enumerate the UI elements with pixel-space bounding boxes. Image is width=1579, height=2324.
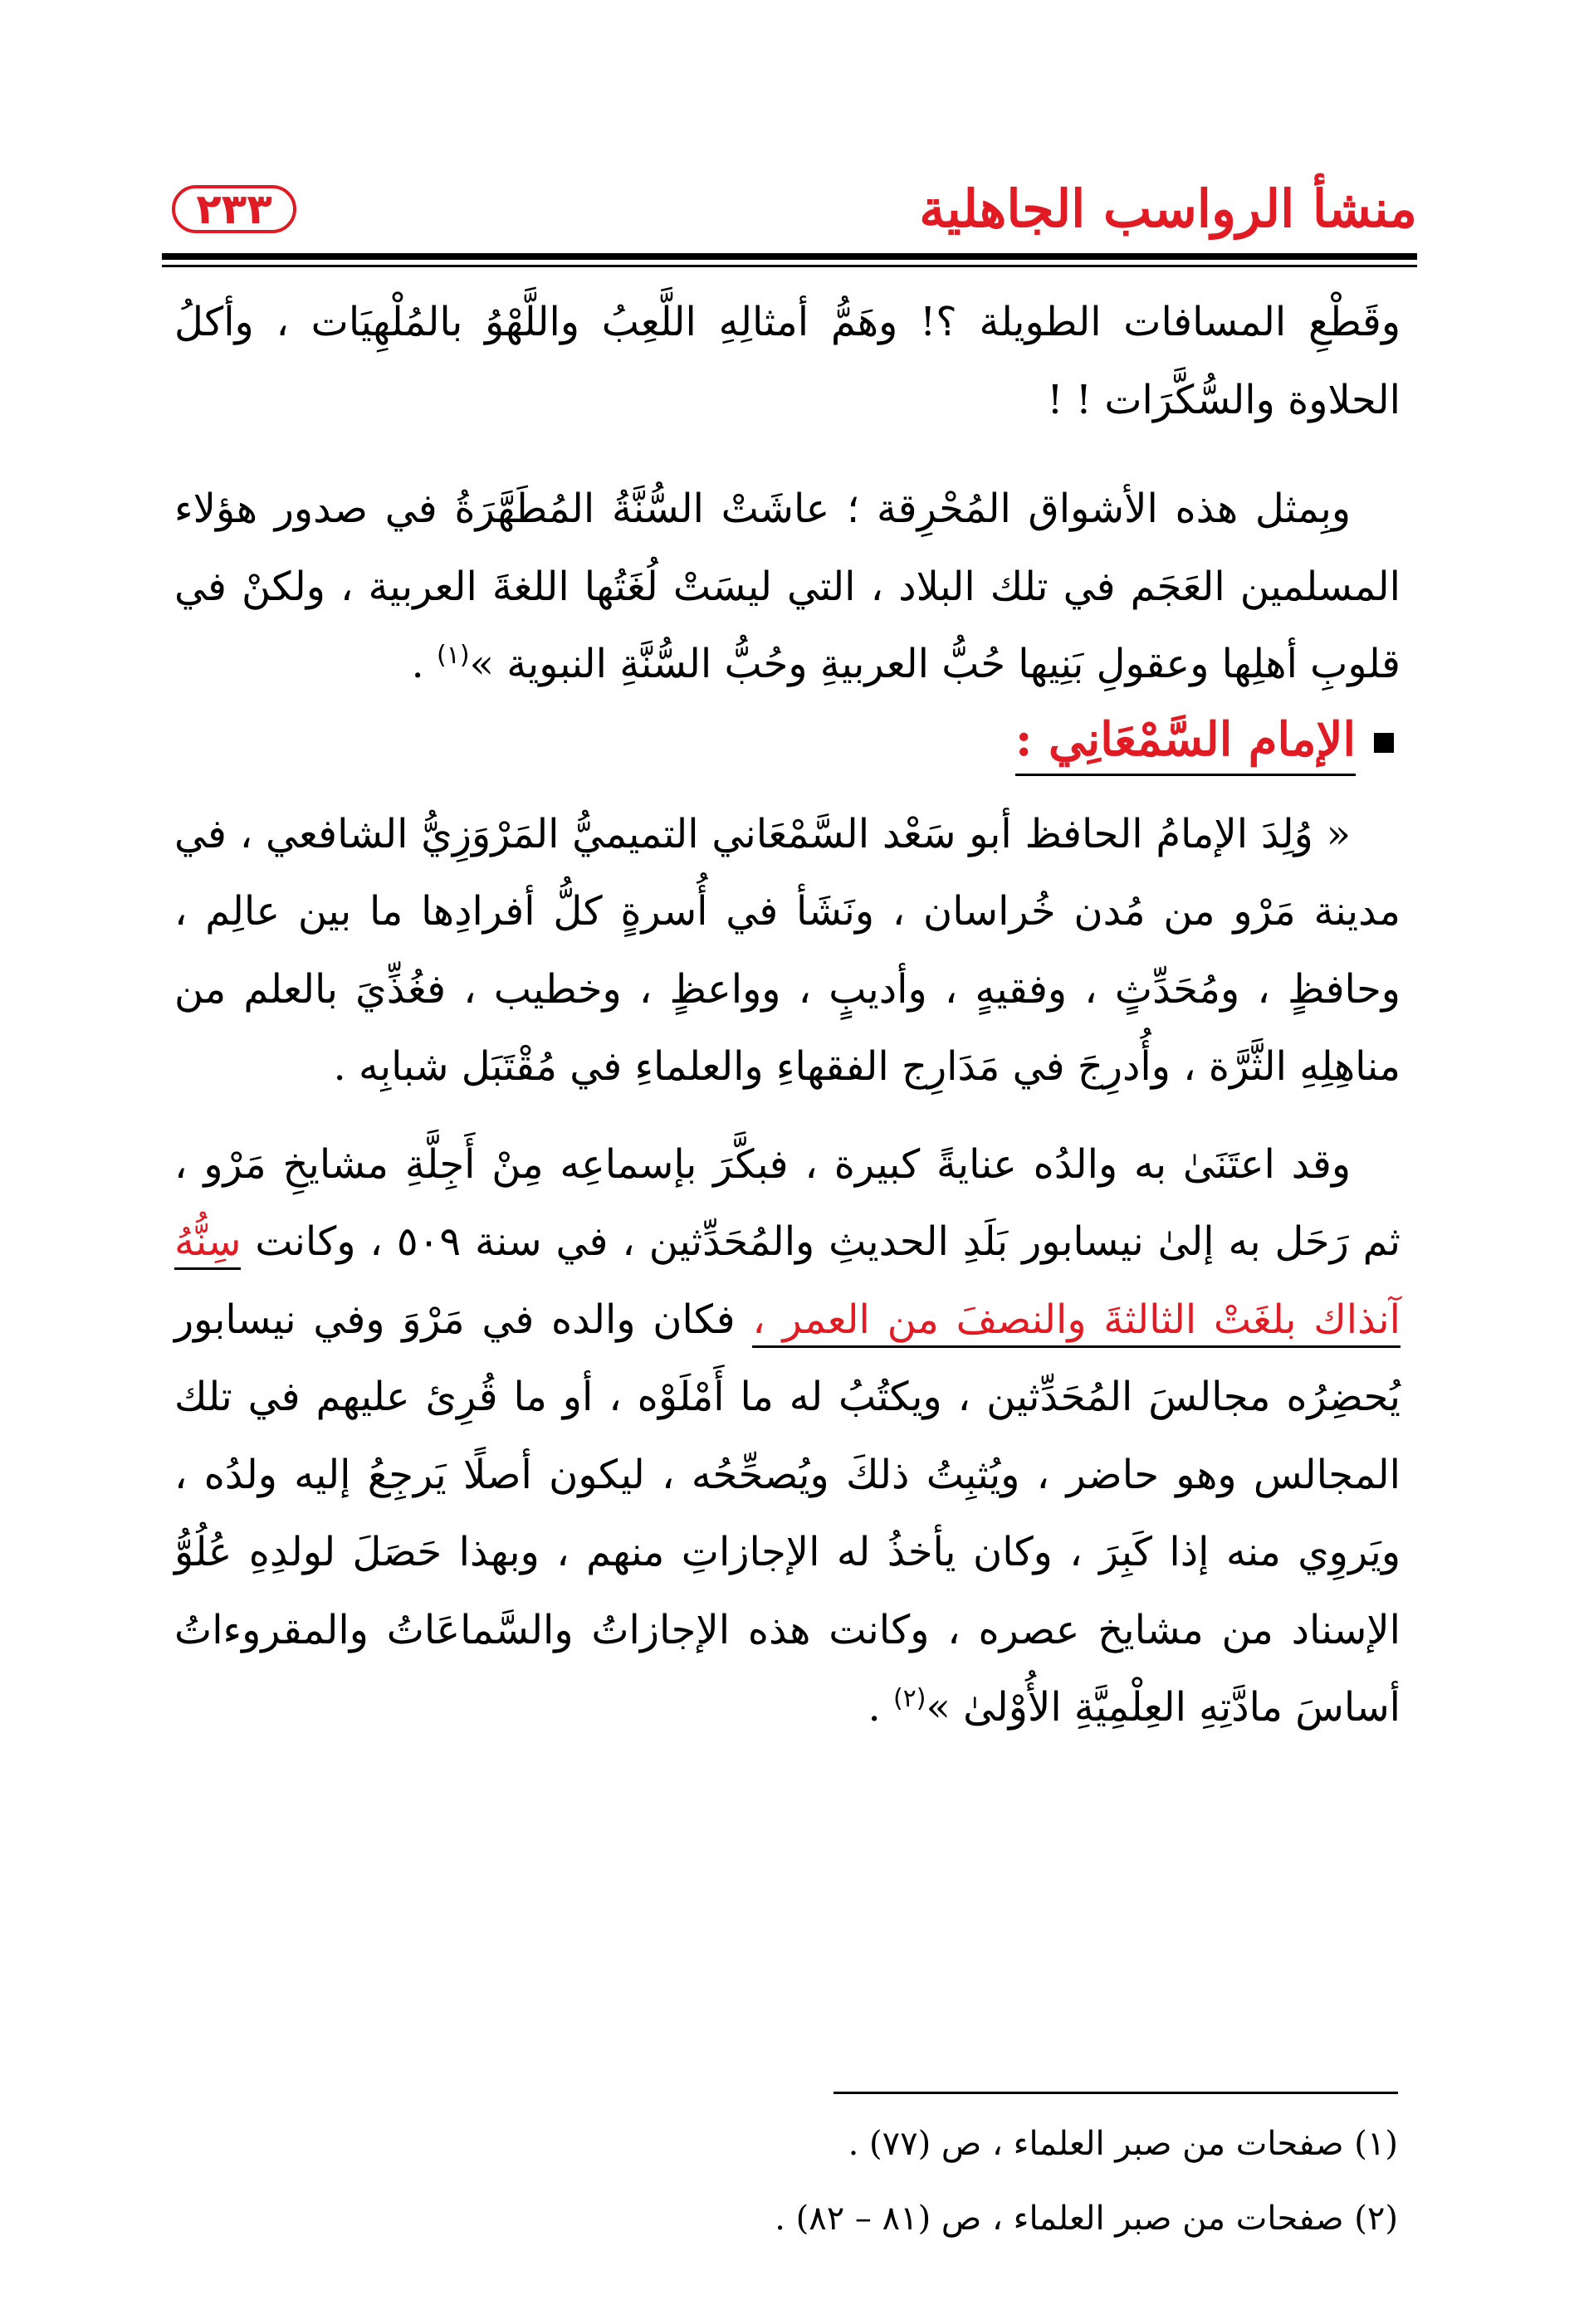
paragraph-1: وقَطْعِ المسافات الطويلة ؟! وهَمُّ أمثالِهِ اللَّعِبُ واللَّهْوُ بالمُلْهِيَات ، وأكلُ الحلاوة والسُّكَّرَات ! ! xyxy=(174,299,1401,423)
paragraph-2 xyxy=(174,471,1401,704)
paragraph-2-text: وبِمثل هذه الأشواق المُحْرِقة ؛ عاشَتْ السُّنَّةُ المُطَهَّرَةُ في صدور هؤلاء المسلمين العَجَم في تلك البلاد ، التي ليسَتْ لُغَتُها اللغةَ العربية ، ولكنْ في قلوبِ أهلِها وعقولِ بَنِيها حُبُّ العربيةِ وحُبُّ السُّنَّةِ النبوية » xyxy=(174,486,1401,687)
section-heading-title: الإمام السَّمْعَانِي : xyxy=(1015,709,1356,776)
square-bullet-icon xyxy=(1374,733,1394,753)
highlighted-phrase: سِنُّهُ آنذاك بلغَتْ الثالثةَ والنصفَ من العمر ، xyxy=(174,1218,1401,1348)
header-rule-thin xyxy=(162,265,1417,267)
paragraph-4-end: . xyxy=(868,1684,893,1731)
footnote-ref-2: (٢) xyxy=(892,1684,926,1713)
paragraph-4-text-b: فكان والده في مَرْوَ وفي نيسابور يُحضِرُه مجالسَ المُحَدِّثين ، ويكتُبُ له ما أَمْلَوْه ، أو ما قُرِئ عليهم في تلك المجالس وهو حاضر ، ويُثبِتُ ذلكَ ويُصحِّحُه ، ليكون أصلًا يَرجِعُ إليه ولدُه ، ويَروِي منه إذا كَبِرَ ، وكان يأخذُ له الإجازاتِ منهم ، وبهذا حَصَلَ لولدِهِ عُلُوُّ الإسناد من مشايخ عصره ، وكانت هذه الإجازاتُ والسَّماعَاتُ والمقروءاتُ أساسَ مادَّتِهِ العِلْمِيَّةِ الأُوْلىٰ » xyxy=(174,1296,1401,1731)
footnote-1: (١) صفحات من صبر العلماء ، ص (٧٧) . xyxy=(848,2125,1398,2163)
main-text xyxy=(174,284,1401,1747)
paragraph-2-end: . xyxy=(411,641,437,687)
page-number: ٢٣٣ xyxy=(172,185,296,233)
running-title: منشأ الرواسب الجاهلية xyxy=(919,178,1417,239)
paragraph-4 xyxy=(174,1126,1401,1747)
page-header xyxy=(162,170,1417,249)
footnote-2: (٢) صفحات من صبر العلماء ، ص (٨١ – ٨٢) . xyxy=(775,2200,1398,2238)
footnote-ref-1: (١) xyxy=(437,641,470,670)
paragraph-4-text-a: وقد اعتَنَىٰ به والدُه عنايةً كبيرة ، فبكَّرَ بإسماعِه مِنْ أَجِلَّةِ مشايخِ مَرْو ، ثم رَحَل به إلىٰ نيسابور بَلَدِ الحديثِ والمُحَدِّثين ، في سنة ٥٠٩ ، وكانت xyxy=(174,1140,1401,1265)
paragraph-3: « وُلِدَ الإمامُ الحافظ أبو سَعْد السَّمْعَاني التميميُّ المَرْوَزِيُّ الشافعي ، في مدينة مَرْو من مُدن خُراسان ، ونَشَأ في أُسرةٍ كلُّ أفرادِها ما بين عالِم ، وحافظٍ ، ومُحَدِّثٍ ، وفقيهٍ ، وأديبٍ ، وواعظٍ ، وخطيب ، فغُذِّيَ بالعلم من مناهِلِهِ الثَّرَّة ، وأُدرِجَ في مَدَارِج الفقهاءِ والعلماءِ في مُقْتَبَل شبابِه . xyxy=(174,810,1401,1090)
section-heading xyxy=(174,704,1401,776)
header-rule-thick xyxy=(162,253,1417,260)
footnote-separator xyxy=(833,2092,1398,2094)
footnotes xyxy=(498,2107,1398,2256)
